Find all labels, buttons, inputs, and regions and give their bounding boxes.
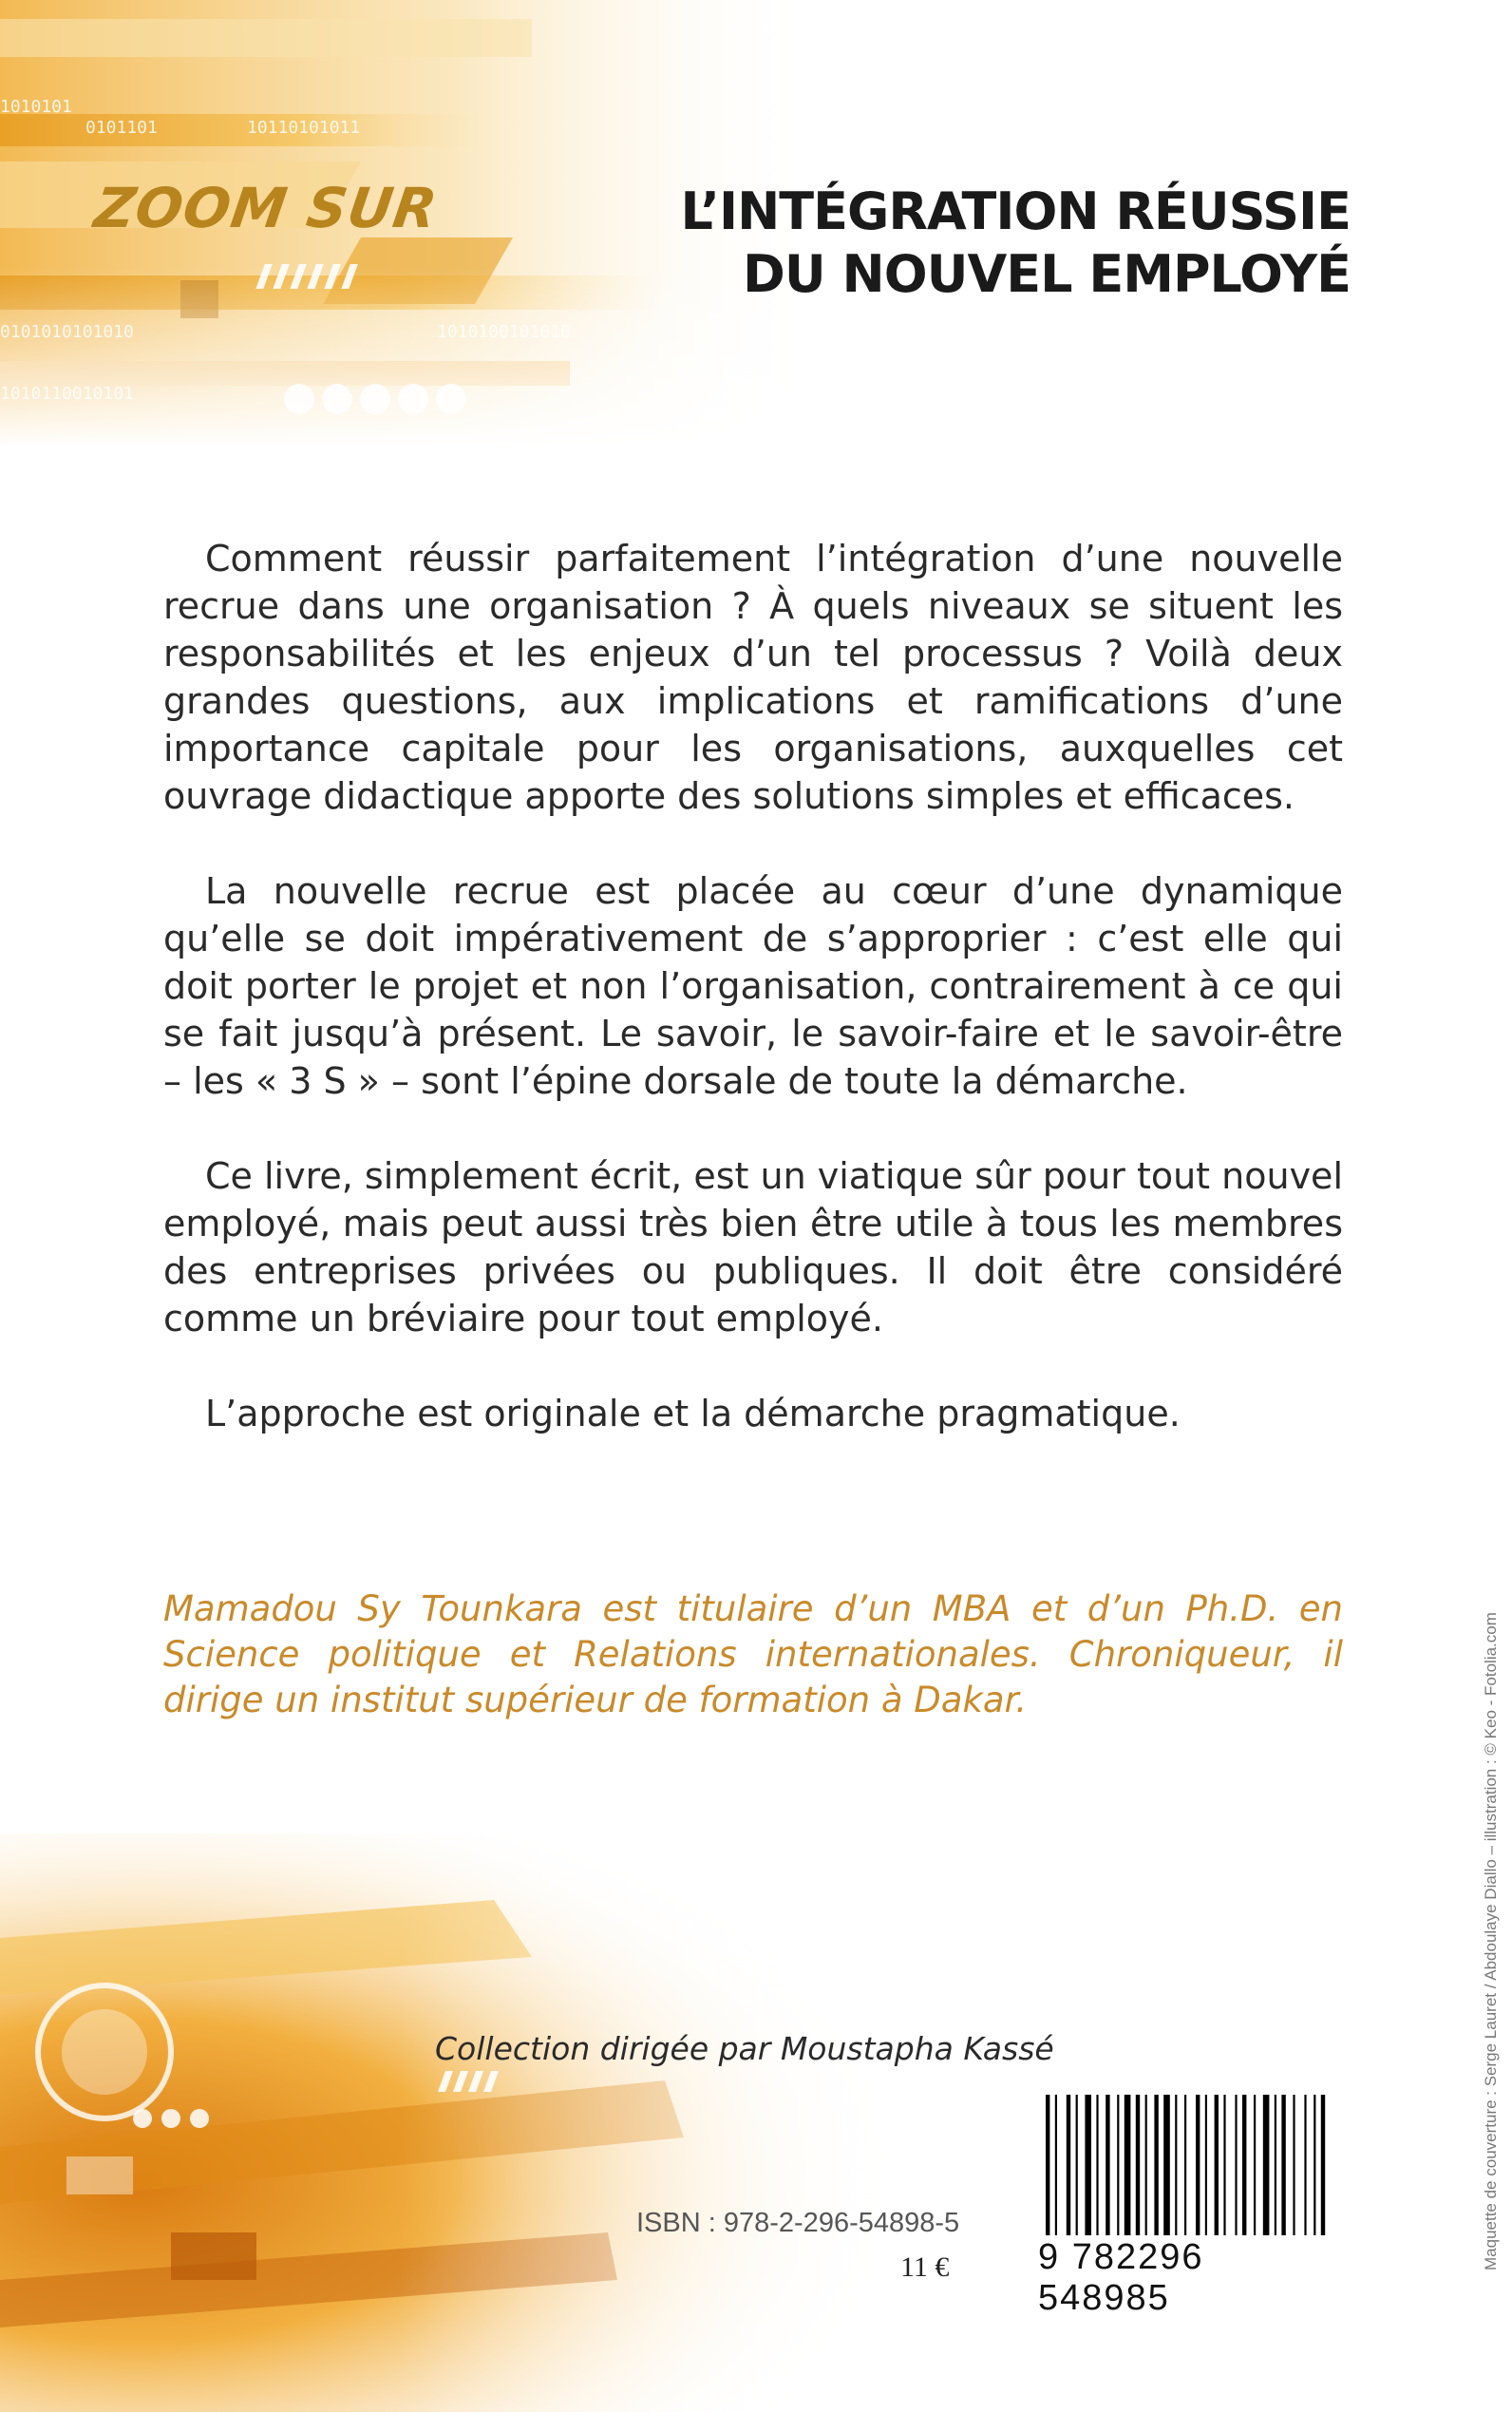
barcode-bar bbox=[1163, 2095, 1170, 2235]
barcode-bar bbox=[1293, 2095, 1295, 2235]
barcode-bar bbox=[1096, 2095, 1098, 2235]
title-line-2: DU NOUVEL EMPLOYÉ bbox=[743, 244, 1351, 304]
barcode-bar bbox=[1125, 2095, 1131, 2235]
barcode-bar bbox=[1304, 2095, 1306, 2235]
barcode-bar bbox=[1205, 2095, 1207, 2235]
barcode-bars bbox=[1038, 2095, 1342, 2237]
barcode-bar bbox=[1281, 2095, 1285, 2235]
barcode-bar bbox=[1275, 2095, 1276, 2235]
series-label: ZOOM SUR bbox=[90, 176, 442, 240]
price: 11 € bbox=[900, 2251, 950, 2283]
barcode-bar bbox=[1314, 2095, 1315, 2235]
isbn: ISBN : 978-2-296-54898-5 bbox=[636, 2208, 960, 2238]
back-cover-blurb bbox=[163, 535, 1343, 1485]
barcode-bar bbox=[1215, 2095, 1219, 2235]
blurb-paragraph-3: Ce livre, simplement écrit, est un viatique sûr pour tout nouvel employé, mais peut aussi très bien être utile à tous les membres des entreprises privées ou publiques. Il doit être considéré comme un bréviaire pour tout employé. bbox=[163, 1155, 1343, 1339]
barcode-bar bbox=[1196, 2095, 1200, 2235]
author-bio: Mamadou Sy Tounkara est titulaire d’un MBA et d’un Ph.D. en Science politique et Relations internationales. Chroniqueur, il dirige un institut supérieur de formation à Dakar. bbox=[163, 1588, 1343, 1720]
barcode-bar bbox=[1046, 2095, 1049, 2235]
barcode-bar bbox=[1223, 2095, 1225, 2235]
blurb-paragraph-4: L’approche est originale et la démarche pragmatique. bbox=[205, 1393, 1181, 1434]
barcode-bar bbox=[1067, 2095, 1070, 2235]
barcode-bar bbox=[1145, 2095, 1147, 2235]
barcode-bar bbox=[1184, 2095, 1186, 2235]
barcode-bar bbox=[1154, 2095, 1158, 2235]
collection-credit: Collection dirigée par Moustapha Kassé bbox=[435, 2030, 1054, 2067]
barcode-bar bbox=[1242, 2095, 1246, 2235]
circuit-art-bottom bbox=[0, 1833, 1140, 2412]
blurb-paragraph-2: La nouvelle recrue est placée au cœur d’une dynamique qu’elle se doit impérativement de s’approprier : c’est elle qui doit porter le projet et non l’organisation, contrairement à ce qui se fait jusqu’à présent. Le savoir, le savoir-faire et le savoir-être – les « 3 S » – sont l’épine dorsale de toute la démarche. bbox=[163, 870, 1343, 1102]
barcode-bar bbox=[1085, 2095, 1091, 2235]
barcode-bar bbox=[1263, 2095, 1270, 2235]
barcode-bar bbox=[1235, 2095, 1237, 2235]
barcode-digits: 9 782296 548985 bbox=[1038, 2237, 1204, 2318]
barcode-bar bbox=[1175, 2095, 1177, 2235]
barcode-bar bbox=[1254, 2095, 1256, 2235]
title-line-1: L’INTÉGRATION RÉUSSIE bbox=[680, 181, 1351, 241]
barcode-bar bbox=[1055, 2095, 1057, 2235]
blurb-paragraph-1: Comment réussir parfaitement l’intégration d’une nouvelle recrue dans une organisation ? À quels niveaux se situent les responsabilités et les enjeux d’un tel processus ? Voilà deux grandes questions, aux implications et ramifications d’une importance capitale pour les organisations, auxquelles cet ouvrage didactique apporte des solutions simples et efficaces. bbox=[163, 538, 1343, 817]
cover-design-credit: Maquette de couverture : Serge Lauret / Abdoulaye Diallo – illustration : © Keo - Fotolia.com bbox=[1482, 1612, 1500, 2270]
bottom-circuit-illustration bbox=[0, 1833, 1140, 2412]
barcode-bar bbox=[1117, 2095, 1119, 2235]
barcode-bar bbox=[1321, 2095, 1325, 2235]
barcode-bar bbox=[1106, 2095, 1109, 2235]
book-title bbox=[681, 180, 1351, 306]
barcode-bar bbox=[1136, 2095, 1140, 2235]
barcode-bar bbox=[1076, 2095, 1078, 2235]
